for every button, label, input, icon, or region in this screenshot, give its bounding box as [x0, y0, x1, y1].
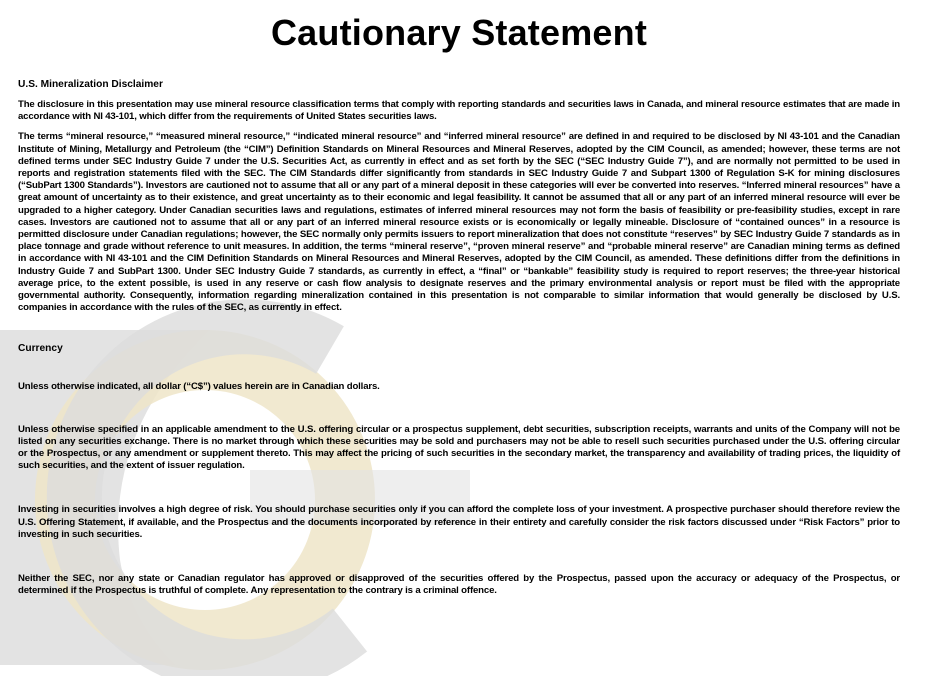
currency-heading: Currency [18, 343, 63, 355]
offering-paragraph-listing: Unless otherwise specified in an applicable amendment to the U.S. offering circular or a prospectus supplement, debt securities, subscription receipts, warrants and units of the Company will not be listed on any securities exchange. There is no market through which these securities may be sold and purchasers may not be able to resell such securities purchased under the U.S. offering circular or the Prospectus, or any amendment or supplement thereto. This may affect the pricing of such securities in the secondary market, the transparency and availability of trading prices, the liquidity of such securities, and the extent of issuer regulation. [18, 423, 900, 472]
currency-paragraph: Unless otherwise indicated, all dollar (“C$”) values herein are in Canadian dollars. [18, 381, 380, 393]
offering-paragraph-risk: Investing in securities involves a high degree of risk. You should purchase securities only if you can afford the complete loss of your investment. A prospective purchaser should therefore review the U.S. Offering Statement, if available, and the Prospectus and the documents incorporated by reference in their entirety and carefully consider the risk factors discussed under “Risk Factors” prior to investing in such securities. [18, 504, 900, 540]
offering-paragraph-regulator: Neither the SEC, nor any state or Canadian regulator has approved or disapproved of the securities offered by the Prospectus, passed upon the accuracy or adequacy of the Prospectus, or determined if the Prospectus is truthful of complete. Any representation to the contrary is a criminal offence. [18, 573, 900, 597]
us-disclaimer-paragraph-2: The terms “mineral resource,” “measured mineral resource,” “indicated mineral resource” and “inferred mineral resource” are defined in and required to be disclosed by NI 43-101 and the Canadian Institute of Mining, Metallurgy and Petroleum (the “CIM”) Definition Standards on Mineral Resources and Mineral Reserves, adopted by the CIM Council, as amended; however, these terms are not defined terms under SEC Industry Guide 7 under the U.S. Securities Act, as currently in effect and as set forth by the SEC (“SEC Industry Guide 7”), and are normally not permitted to be used in reports and registration statements filed with the SEC. The CIM Standards differ significantly from standards in SEC Industry Guide 7 and Subpart 1300 of Regulation S-K for mining disclosures (“SubPart 1300 Standards”). Investors are cautioned not to assume that all or any part of a mineral deposit in these categories will ever be converted into reserves. “Inferred mineral resources” have a great amount of uncertainty as to their existence, and great uncertainty as to their economic and legal feasibility. It cannot be assumed that all or any part of an inferred mineral resource will ever be upgraded to a higher category. Under Canadian securities laws and regulations, estimates of inferred mineral resources may not form the basis of feasibility or pre-feasibility studies, except in rare cases. Investors are cautioned not to assume that all or any part of an inferred mineral resource exists or is economically or legally mineable. Disclosure of “contained ounces” in a resource is permitted disclosure under Canadian regulations; however, the SEC normally only permits issuers to report mineralization that does not constitute “reserves” by SEC Industry Guide 7 standards as in place tonnage and grade without reference to unit measures. In addition, the terms “mineral reserve”, “proven mineral reserve” and “probable mineral reserve” are Canadian mining terms as defined in accordance with NI 43-101 and the CIM Definition Standards on Mineral Resources and Mineral Reserves, adopted by the CIM Council, as amended. These definitions differ from the definitions in Industry Guide 7 and SubPart 1300. Under SEC Industry Guide 7 standards, as currently in effect, a “final” or “bankable” feasibility study is required to report reserves; the three-year historical average price, to the extent possible, is used in any reserve or cash flow analysis to designate reserves and the primary environmental analysis or report must be filed with the appropriate governmental authority. Consequently, information regarding mineralization contained in this presentation is not comparable to similar information that would generally be disclosed by U.S. companies in accordance with the rules of the SEC, as currently in effect. [18, 131, 900, 314]
us-disclaimer-heading: U.S. Mineralization Disclaimer [18, 79, 163, 90]
page-title: Cautionary Statement [270, 12, 648, 53]
us-disclaimer-paragraph-1: The disclosure in this presentation may use mineral resource classification terms that comply with reporting standards and securities laws in Canada, and mineral resource estimates that are made in accordance with NI 43-101, which differ from the requirements of United States securities laws. [18, 99, 900, 123]
